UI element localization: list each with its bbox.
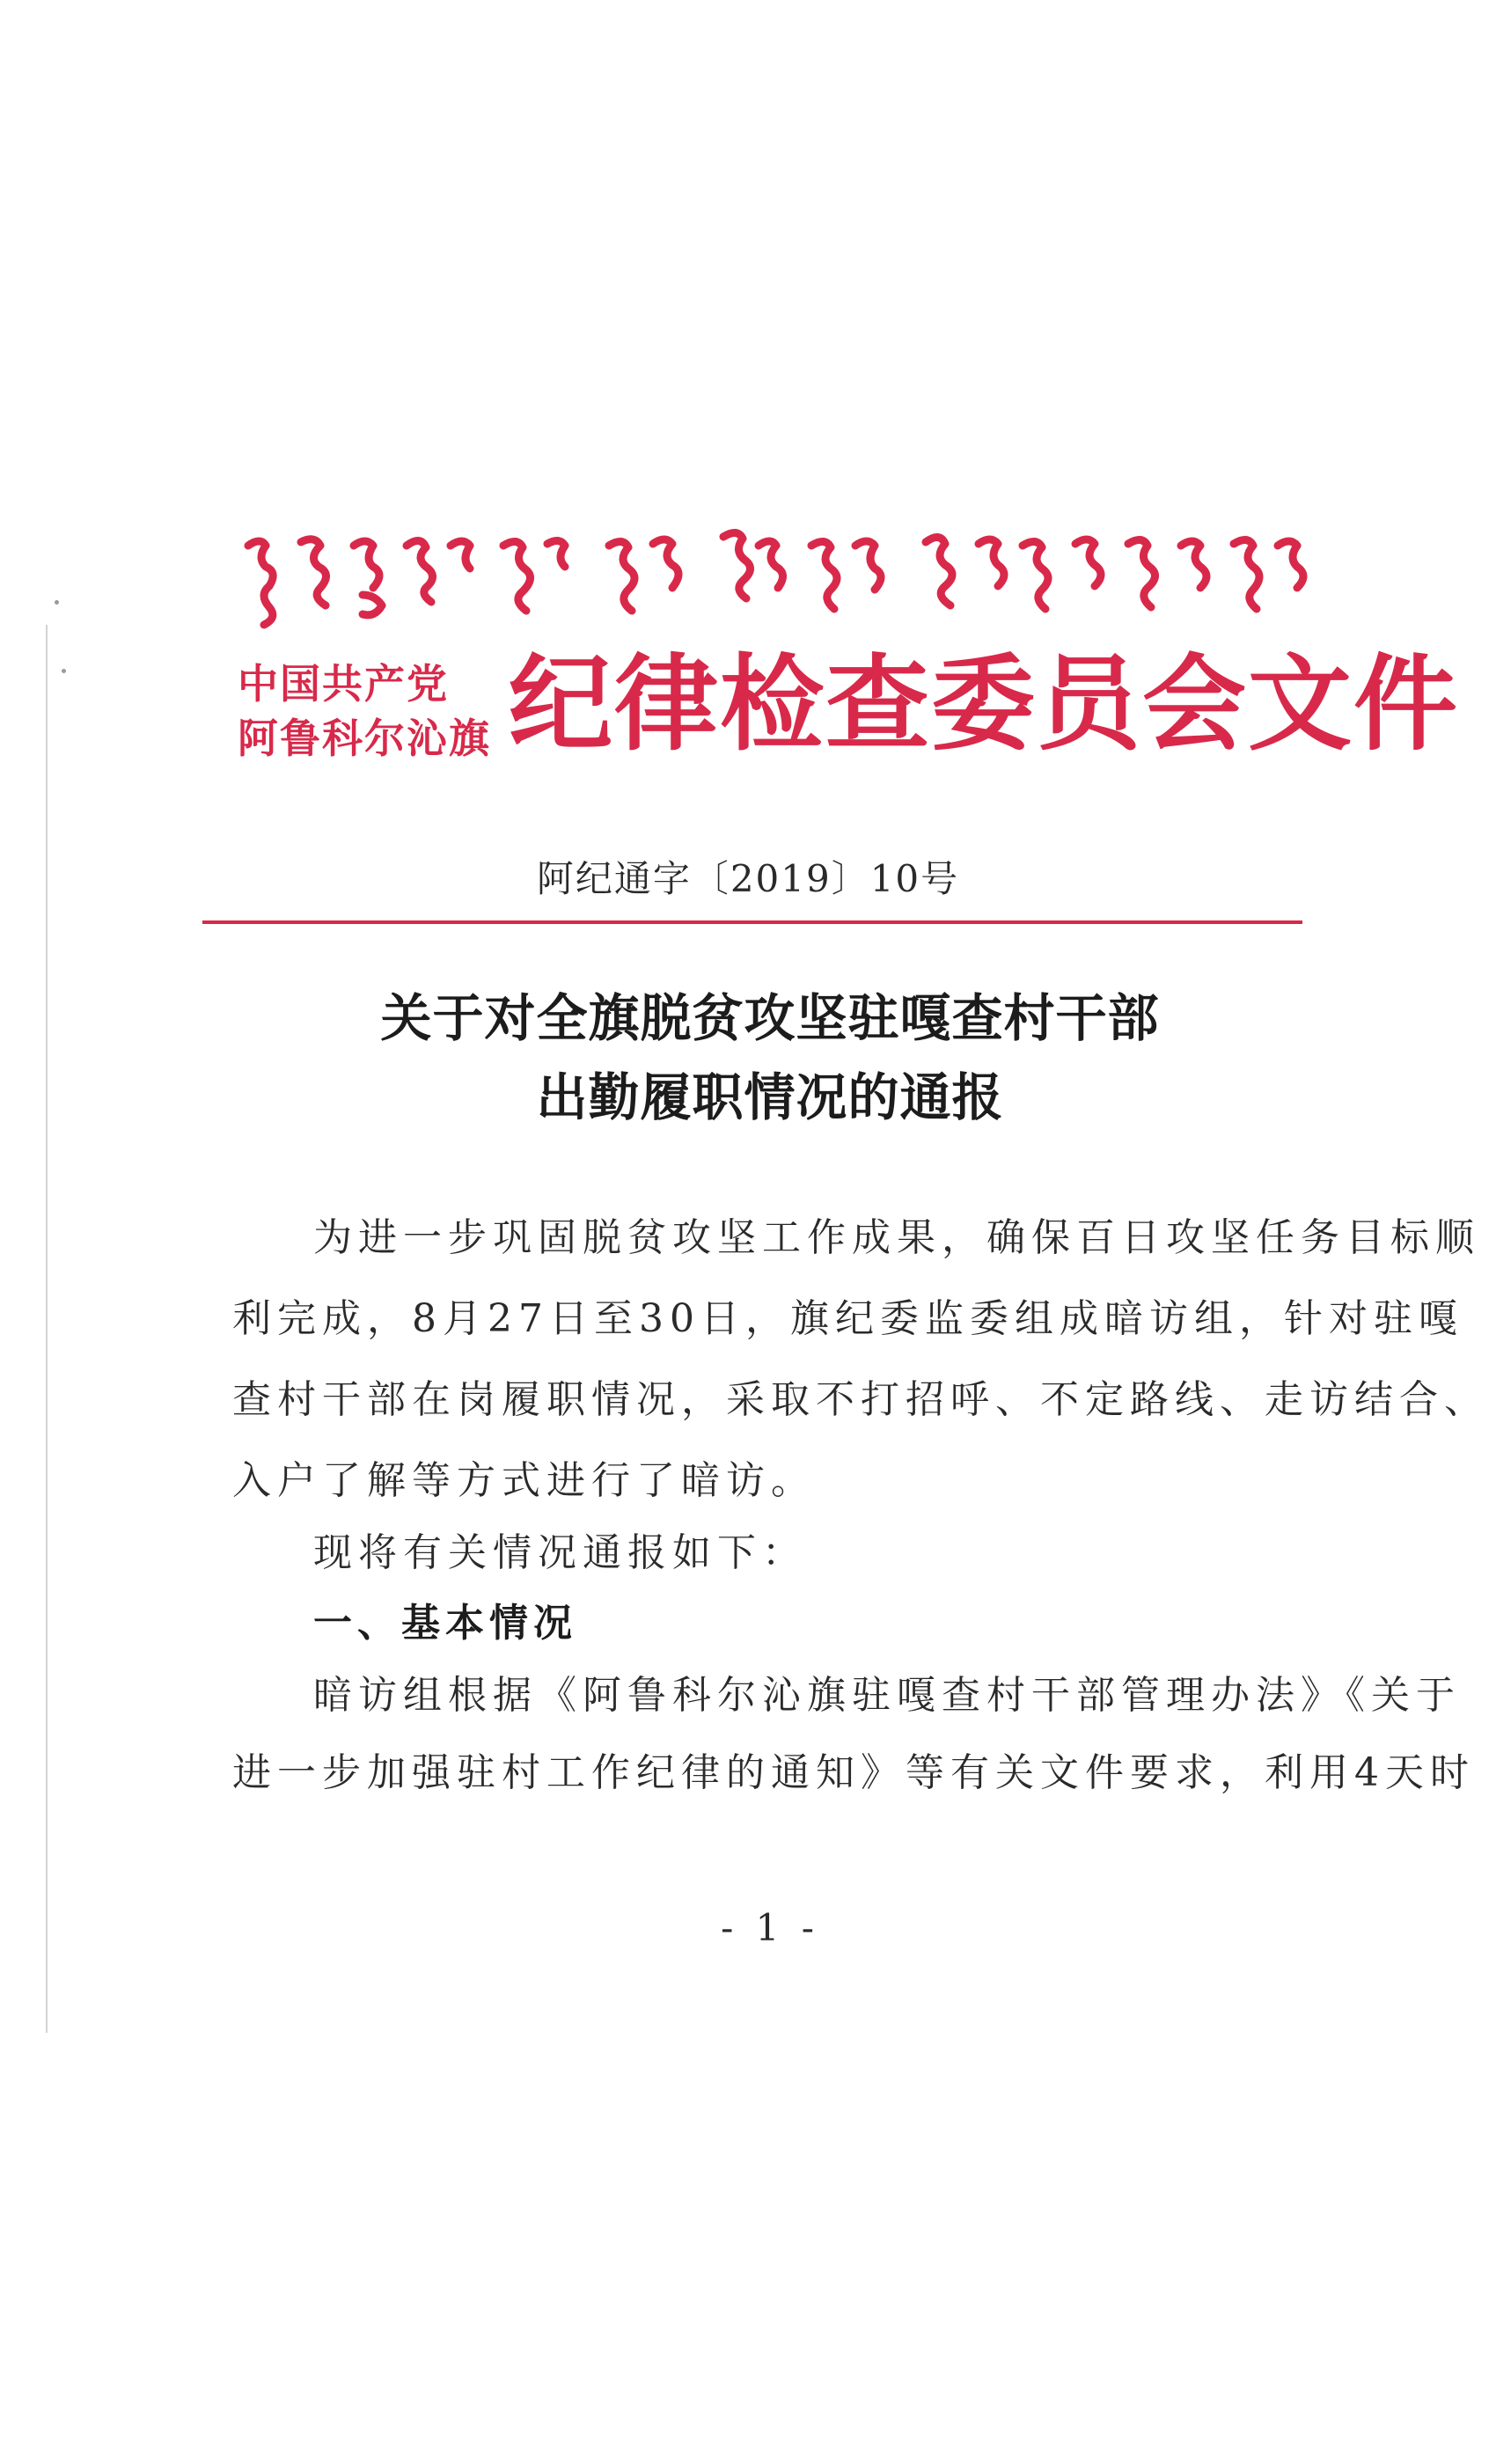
document-title-line-1: 关于对全旗脱贫攻坚驻嘎查村干部: [380, 988, 1160, 1048]
mongolian-script-header: [231, 510, 1313, 642]
paragraph-line: 查村干部在岗履职情况，采取不打招呼、不定路线、走访结合、: [232, 1377, 1489, 1422]
section-heading: 一、基本情况: [313, 1601, 577, 1646]
paragraph-line: 进一步加强驻村工作纪律的通知》等有关文件要求，利用4天时: [232, 1750, 1475, 1795]
document-title-line-2: 出勤履职情况的通报: [536, 1067, 1004, 1127]
issuer-line-1: 中国共产党: [238, 660, 449, 708]
document-number: 阿纪通字〔2019〕10号: [536, 857, 960, 900]
paragraph-line: 利完成，8月27日至30日，旗纪委监委组成暗访组，针对驻嘎: [232, 1296, 1463, 1341]
page-number: - 1 -: [721, 1906, 819, 1949]
scan-speck: [62, 669, 66, 673]
scan-speck: [55, 600, 59, 605]
issuer-line-2: 阿鲁科尔沁旗: [238, 715, 491, 762]
paragraph-line: 为进一步巩固脱贫攻坚工作成果，确保百日攻坚任务目标顺: [313, 1215, 1480, 1260]
issuer-small-text: [238, 656, 502, 766]
paragraph-line: 暗访组根据《阿鲁科尔沁旗驻嘎查村干部管理办法》《关于: [313, 1673, 1461, 1718]
issuer-large-text: 纪律检查委员会文件: [509, 643, 1460, 765]
paragraph-line: 现将有关情况通报如下：: [313, 1530, 807, 1575]
red-divider: [202, 920, 1302, 924]
paragraph-line: 入户了解等方式进行了暗访。: [232, 1458, 816, 1503]
scan-edge-line: [46, 625, 48, 2033]
